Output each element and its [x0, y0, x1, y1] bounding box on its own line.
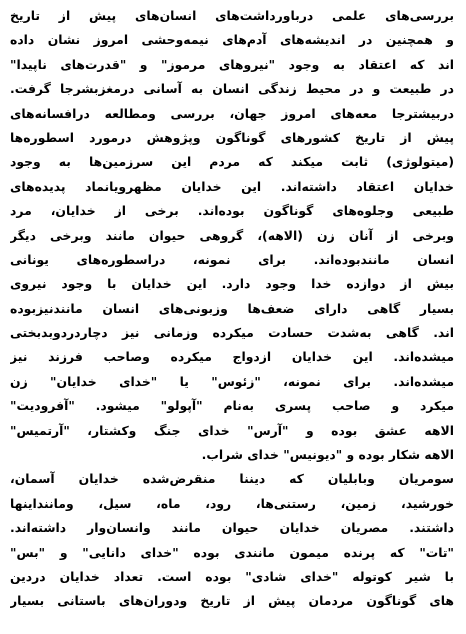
- text-line: طبیعی وجلوه‌های گوناگون بوده‌اند. برخی از خدایان، مرد: [10, 203, 454, 219]
- text-line: دربیشترجا معه‌های امروز جهان، بررسی ومطالعه درافسانه‌های: [10, 105, 454, 121]
- text-line: بررسی‌های علمی درباورداشت‌های انسان‌های پیش از تاریخ: [10, 8, 454, 23]
- text-line: های گوناگون مردمان پیش از تاریخ ودوران‌های باستانی بسیار: [10, 593, 454, 609]
- text-line: سومریان وبابلیان که دیننا منقرض‌شده خدایان آسمان،: [10, 471, 454, 487]
- text-line: با شیر کوتوله "خدای شادی" بوده است. تعداد خدایان دردین: [10, 568, 454, 584]
- text-line: اند که اعتقاد به وجود "نیروهای مرموز" و "قدرت‌های ناپیدا": [10, 56, 454, 72]
- text-line: میشده‌اند. برای نمونه، "زئوس" یا "خدای خدایان" زن: [10, 373, 454, 389]
- text-line: و همچنین در اندیشه‌های آدم‌های نیمه‌وحشی امروز نشان داده: [10, 32, 454, 48]
- text-line: خورشید، زمین، رستنی‌ها، رود، ماه، سیل، وماننداینها: [10, 495, 454, 511]
- text-line: خدایان اعتقاد داشته‌اند. این خدایان مظهرویانماد پدیده‌های: [10, 178, 454, 194]
- text-line: اند. گاهی به‌شدت حسادت میکرده وزمانی نیز دچاردردوبدبختی: [10, 325, 454, 341]
- text-line: داشتند. مصریان خدایان حیوان مانند وانسان‌وار داشته‌اند.: [10, 520, 454, 536]
- text-line: میشده‌اند. این خدایان ازدواج میکرده وصاحب فرزند نیز: [10, 349, 454, 365]
- paragraph-end-line: الاهه شکار بوده و "دیونیس" خدای شراب.: [201, 447, 454, 463]
- text-line: (میتولوژی) ثابت میکند که مردم این سرزمین‌ها به وجود: [10, 154, 454, 170]
- text-line: انسان مانندبوده‌اند. برای نمونه، دراسطوره‌های یونانی: [10, 251, 454, 267]
- text-line: در طبیعت و در محیط زندگی انسان به آسانی درمغزبشرجا گرفت.: [10, 81, 454, 97]
- text-line: پیش از تاریخ کشورهای گوناگون وپژوهش درمورد اسطوره‌ها: [10, 129, 454, 145]
- text-line: "تات" که پرنده میمون مانندی بوده "خدای دانایی" و "بس": [10, 544, 454, 560]
- text-line: میکرد و صاحب پسری به‌نام "آپولو" میشود. "آفرودیت": [10, 398, 454, 414]
- text-line: بیش از دوازده خدا وجود دارد. این خدایان با وجود نیروی: [10, 276, 454, 292]
- text-line: بسیار گاهی دارای ضعف‌ها وزبونی‌های انسان مانندنیزبوده: [10, 300, 454, 316]
- text-line: الاهه عشق بوده و "آرس" خدای جنگ وکشتار، "آرتمیس": [10, 422, 454, 438]
- text-block: [10, 4, 454, 614]
- text-line: وبرخی از آنان زن (الاهه)، گروهی حیوان مانند وبرخی دیگر: [10, 227, 454, 243]
